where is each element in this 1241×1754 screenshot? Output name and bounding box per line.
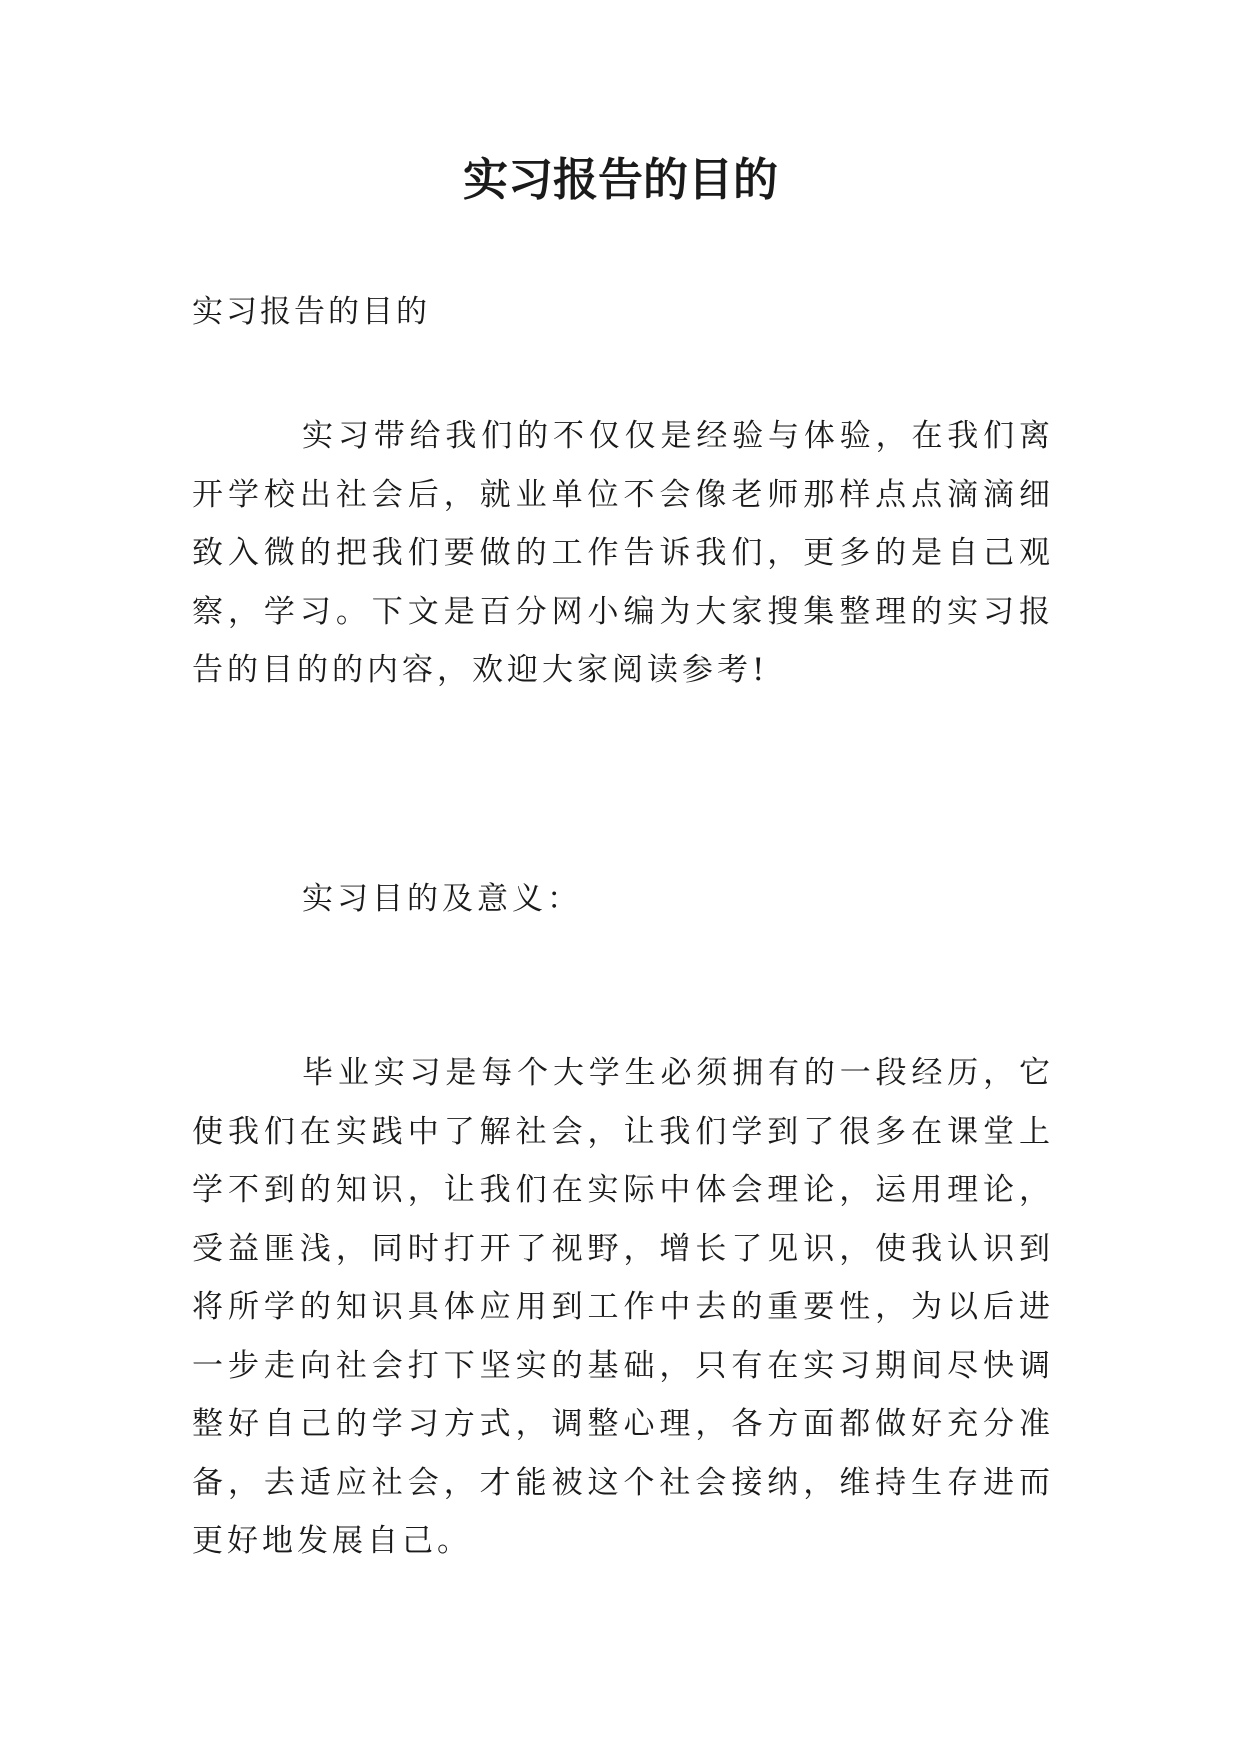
body-paragraph: 毕业实习是每个大学生必须拥有的一段经历，它使我们在实践中了解社会，让我们学到了很多在课堂上学不到的知识，让我们在实际中体会理论，运用理论，受益匪浅，同时打开了视野，增长了见识，使我认识到将所学的知识具体应用到工作中去的重要性，为以后进一步走向社会打下坚实的基础，只有在实习期间尽快调整好自己的学习方式，调整心理，各方面都做好充分准备，去适应社会，才能被这个社会接纳，维持生存进而更好地发展自己。 [192,1055,1054,1559]
section-heading: 实习目的及意义： [302,881,582,917]
document-title: 实习报告的目的 [462,153,778,206]
document-subtitle: 实习报告的目的 [192,294,430,330]
intro-paragraph: 实习带给我们的不仅仅是经验与体验，在我们离开学校出社会后，就业单位不会像老师那样点点滴滴细致入微的把我们要做的工作告诉我们，更多的是自己观察，学习。下文是百分网小编为大家搜集整理的实习报告的目的的内容，欢迎大家阅读参考! [192,418,1054,688]
